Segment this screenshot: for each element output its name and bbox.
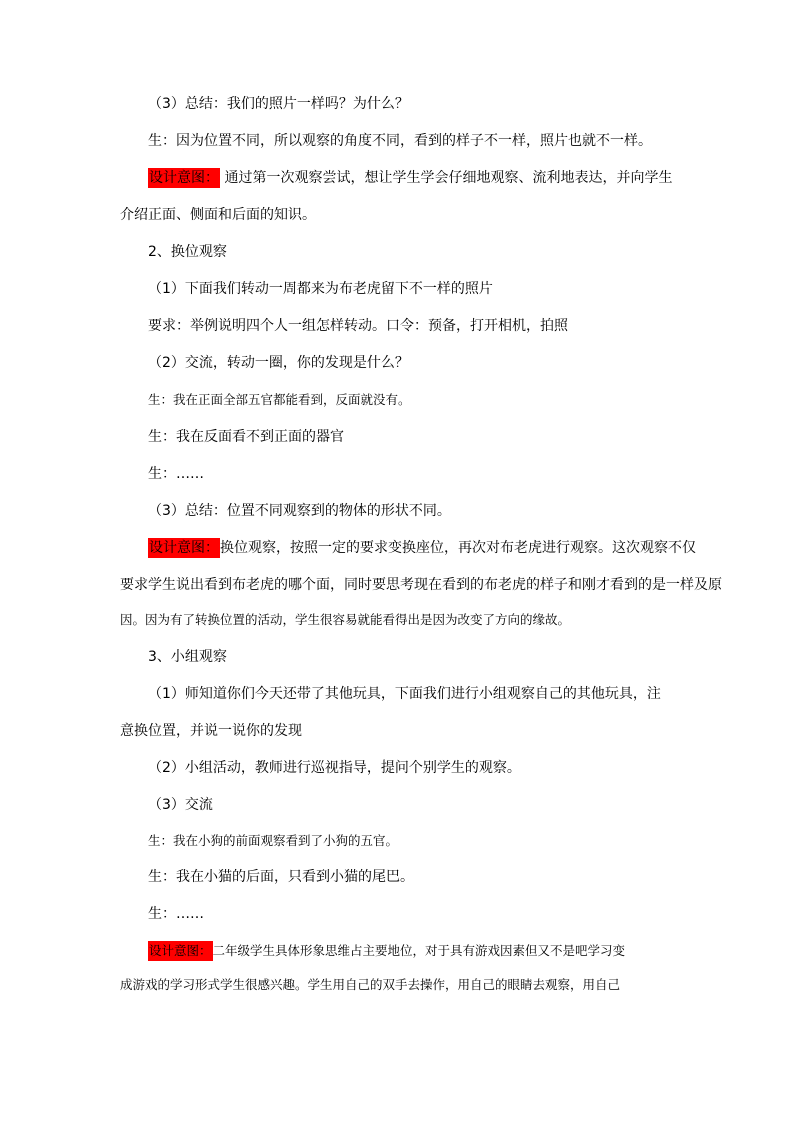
paragraph-line [148, 94, 409, 114]
paragraph-line [148, 316, 568, 336]
line-text: 因。因为有了转换位置的活动，学生很容易就能看得出是因为改变了方向的缘故。 [120, 612, 571, 627]
line-text: 生：我在正面全部五官都能看到，反面就没有。 [148, 392, 411, 407]
line-text: （1）师知道你们今天还带了其他玩具，下面我们进行小组观察自己的其他玩具，注 [148, 686, 661, 702]
line-text: （1）下面我们转动一周都来为布老虎留下不一样的照片 [148, 281, 493, 297]
line-text: 生：…… [148, 906, 204, 922]
design-intent-tag: 设计意图： [149, 170, 219, 186]
paragraph-line [148, 758, 521, 778]
paragraph-line [148, 131, 652, 151]
line-text: 生：我在小猫的后面，只看到小猫的尾巴。 [148, 869, 414, 885]
paragraph-line [148, 941, 625, 961]
paragraph-line [148, 390, 411, 410]
line-text: 生：我在小狗的前面观察看到了小狗的五官。 [148, 833, 399, 848]
section-heading [148, 647, 227, 667]
paragraph-line [148, 279, 493, 299]
line-text: 生：我在反面看不到正面的器官 [148, 429, 344, 445]
paragraph-line [148, 427, 344, 447]
paragraph-line [148, 168, 672, 188]
design-intent-tag: 设计意图： [148, 941, 213, 961]
line-text: （3）总结：我们的照片一样吗？为什么？ [148, 96, 409, 112]
line-text: （3）交流 [148, 797, 213, 813]
line-text: 换位观察，按照一定的要求变换座位，再次对布老虎进行观察。这次观察不仅 [220, 540, 696, 556]
paragraph-line [148, 904, 204, 924]
paragraph-line [120, 610, 570, 630]
line-text: 生：…… [148, 466, 204, 482]
paragraph-line [148, 867, 414, 887]
paragraph-line [148, 501, 451, 521]
paragraph-line [148, 795, 213, 815]
design-intent-tag: 设计意图： [149, 540, 219, 556]
paragraph-line [120, 205, 316, 225]
paragraph-line [148, 538, 696, 558]
paragraph-line [120, 721, 302, 741]
line-text: 2、换位观察 [148, 244, 227, 260]
paragraph-line [148, 353, 409, 373]
line-text: 3、小组观察 [148, 649, 227, 665]
line-text: （2）交流，转动一圈，你的发现是什么？ [148, 355, 409, 371]
paragraph-line [148, 831, 398, 851]
line-text: 要求：举例说明四个人一组怎样转动。口令：预备，打开相机，拍照 [148, 318, 568, 334]
line-text: （2）小组活动，教师进行巡视指导，提问个别学生的观察。 [148, 760, 521, 776]
paragraph-line [120, 975, 620, 995]
paragraph-line [148, 464, 204, 484]
line-text: 介绍正面、侧面和后面的知识。 [120, 207, 316, 223]
line-text: （3）总结：位置不同观察到的物体的形状不同。 [148, 503, 451, 519]
line-text: 生：因为位置不同，所以观察的角度不同，看到的样子不一样，照片也就不一样。 [148, 133, 652, 149]
line-text: 成游戏的学习形式学生很感兴趣。学生用自己的双手去操作，用自己的眼睛去观察，用自己 [120, 977, 621, 992]
section-heading [148, 242, 227, 262]
paragraph-line [120, 575, 722, 595]
line-text: 要求学生说出看到布老虎的哪个面，同时要思考现在看到的布老虎的样子和刚才看到的是一样及原 [120, 577, 722, 593]
line-text: 意换位置，并说一说你的发现 [120, 723, 302, 739]
line-text: 二年级学生具体形象思维占主要地位，对于具有游戏因素但又不是吧学习变 [212, 943, 626, 958]
line-text: 通过第一次观察尝试，想让学生学会仔细地观察、流利地表达，并向学生 [220, 170, 673, 186]
paragraph-line [148, 684, 661, 704]
